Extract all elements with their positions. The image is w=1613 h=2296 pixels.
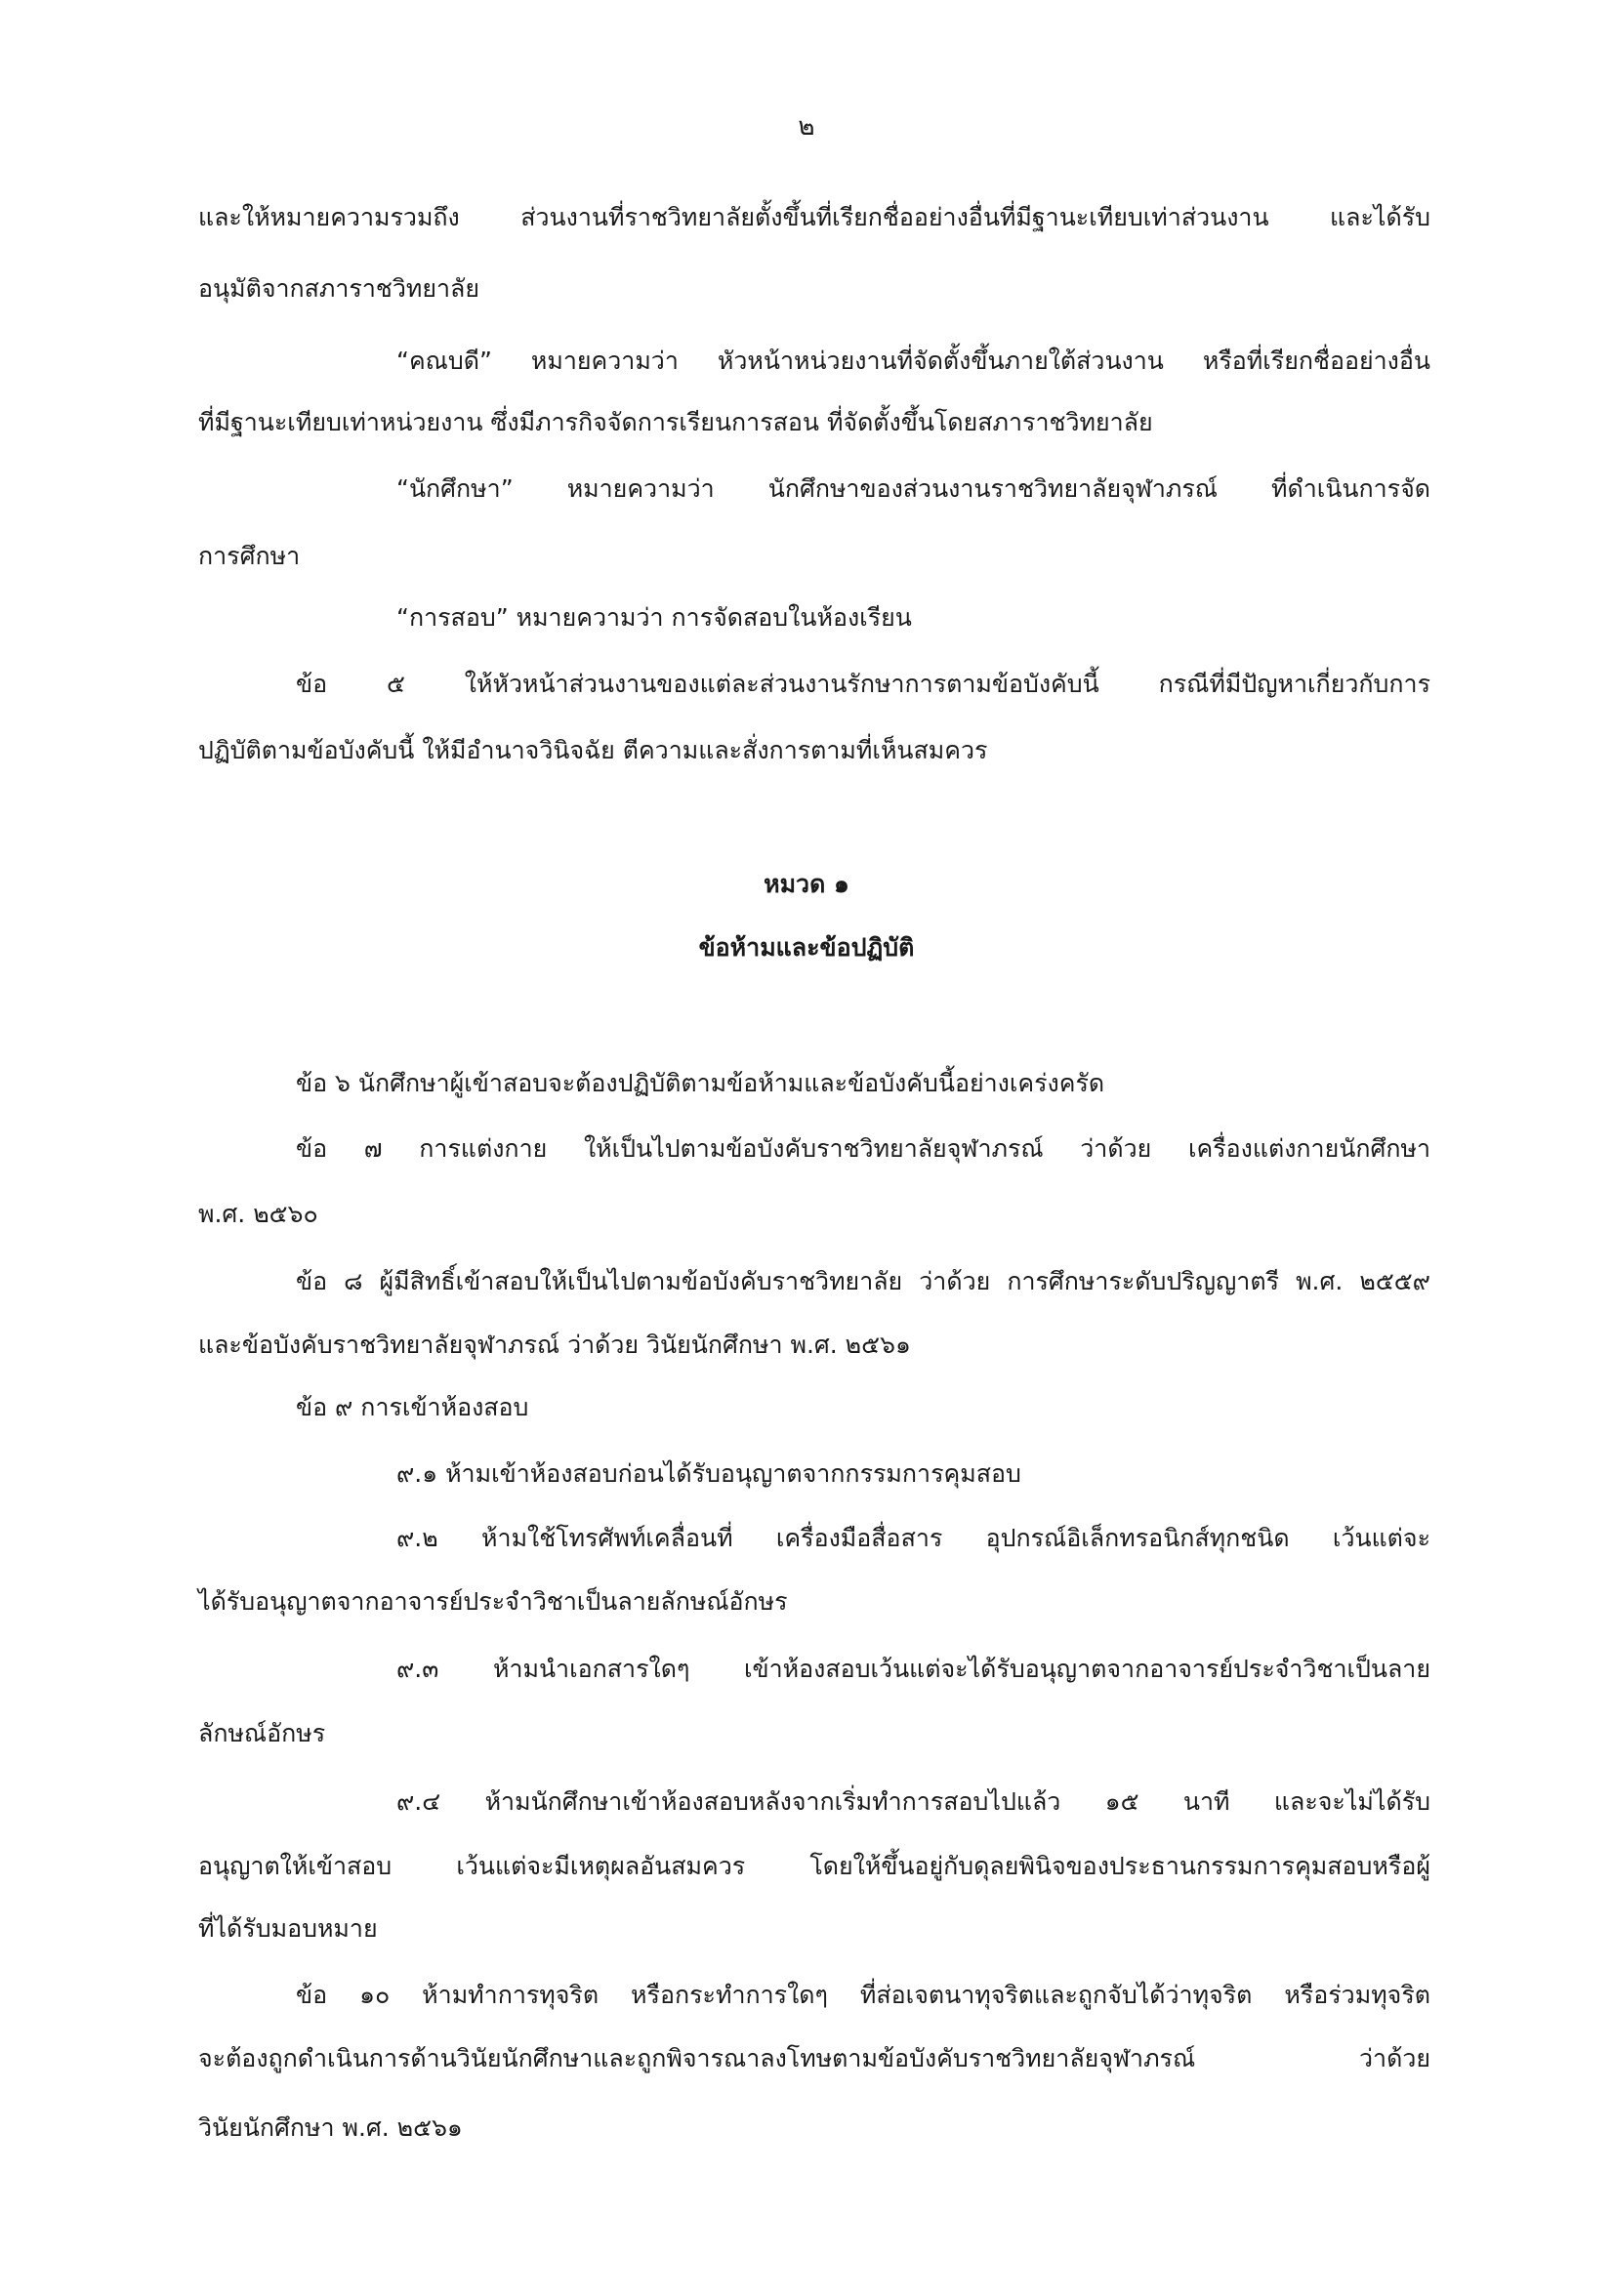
paragraph-line: “การสอบ” หมายความว่า การจัดสอบในห้องเรียน <box>396 603 912 632</box>
chapter-number: หมวด ๑ <box>764 870 849 898</box>
clause-line: ข้อ ๘ ผู้มีสิทธิ์เข้าสอบให้เป็นไปตามข้อบังคับราชวิทยาลัย ว่าด้วย การศึกษาระดับปริญญาตรี พ.ศ. ๒๕๕๙ <box>296 1267 1430 1295</box>
paragraph-line: ข้อ ๕ ให้หัวหน้าส่วนงานของแต่ละส่วนงานรักษาการตามข้อบังคับนี้ กรณีที่มีปัญหาเกี่ยวกับการ <box>296 670 1430 698</box>
clause-line: จะต้องถูกดำเนินการด้านวินัยนักศึกษาและถูกพิจารณาลงโทษตามข้อบังคับราชวิทยาลัยจุฬาภรณ์ ว่าด้วย <box>198 2044 1430 2072</box>
clause-line: ข้อ ๖ นักศึกษาผู้เข้าสอบจะต้องปฏิบัติตามข้อห้ามและข้อบังคับนี้อย่างเคร่งครัด <box>296 1069 1105 1097</box>
paragraph-line: “นักศึกษา” หมายความว่า นักศึกษาของส่วนงานราชวิทยาลัยจุฬาภรณ์ ที่ดำเนินการจัด <box>396 474 1430 503</box>
clause-line: และข้อบังคับราชวิทยาลัยจุฬาภรณ์ ว่าด้วย วินัยนักศึกษา พ.ศ. ๒๕๖๑ <box>198 1331 911 1359</box>
clause-line: ได้รับอนุญาตจากอาจารย์ประจำวิชาเป็นลายลักษณ์อักษร <box>198 1587 788 1616</box>
clause-line: ลักษณ์อักษร <box>198 1719 326 1747</box>
paragraph-line: ที่มีฐานะเทียบเท่าหน่วยงาน ซึ่งมีภารกิจจัดการเรียนการสอน ที่จัดตั้งขึ้นโดยสภาราชวิทยาลัย <box>198 408 1153 436</box>
clause-line: พ.ศ. ๒๕๖๐ <box>198 1200 318 1228</box>
paragraph-line: การศึกษา <box>198 542 301 570</box>
clause-line: ๙.๓ ห้ามนำเอกสารใดๆ เข้าห้องสอบเว้นแต่จะได้รับอนุญาตจากอาจารย์ประจำวิชาเป็นลาย <box>396 1655 1430 1683</box>
page-number: ๒ <box>798 112 815 142</box>
paragraph-line: และให้หมายความรวมถึง ส่วนงานที่ราชวิทยาลัยตั้งขึ้นที่เรียกชื่ออย่างอื่นที่มีฐานะเทียบเท่าส่วนงาน และได้รับ <box>198 203 1430 231</box>
clause-line: ๙.๑ ห้ามเข้าห้องสอบก่อนได้รับอนุญาตจากกรรมการคุมสอบ <box>396 1459 1021 1488</box>
clause-line: ๙.๒ ห้ามใช้โทรศัพท์เคลื่อนที่ เครื่องมือสื่อสาร อุปกรณ์อิเล็กทรอนิกส์ทุกชนิด เว้นแต่จะ <box>396 1524 1430 1552</box>
clause-line: อนุญาตให้เข้าสอบ เว้นแต่จะมีเหตุผลอันสมควร โดยให้ขึ้นอยู่กับดุลยพินิจของประธานกรรมการคุมสอบหรือผู้ <box>198 1852 1430 1880</box>
chapter-title: ข้อห้ามและข้อปฏิบัติ <box>698 933 915 962</box>
clause-line: ข้อ ๑๐ ห้ามทำการทุจริต หรือกระทำการใดๆ ที่ส่อเจตนาทุจริตและถูกจับได้ว่าทุจริต หรือร่วมทุจริต <box>296 1981 1430 2009</box>
clause-line: ข้อ ๗ การแต่งกาย ให้เป็นไปตามข้อบังคับราชวิทยาลัยจุฬาภรณ์ ว่าด้วย เครื่องแต่งกายนักศึกษา <box>296 1134 1430 1163</box>
clause-line: ๙.๔ ห้ามนักศึกษาเข้าห้องสอบหลังจากเริ่มทำการสอบไปแล้ว ๑๕ นาที และจะไม่ได้รับ <box>396 1787 1430 1816</box>
paragraph-line: อนุมัติจากสภาราชวิทยาลัย <box>198 274 480 303</box>
clause-line: วินัยนักศึกษา พ.ศ. ๒๕๖๑ <box>198 2113 463 2142</box>
paragraph-line: ปฏิบัติตามข้อบังคับนี้ ให้มีอำนาจวินิจฉัย ตีความและสั่งการตามที่เห็นสมควร <box>198 736 988 764</box>
paragraph-line: “คณบดี” หมายความว่า หัวหน้าหน่วยงานที่จัดตั้งขึ้นภายใต้ส่วนงาน หรือที่เรียกชื่ออย่างอื่น <box>396 347 1430 375</box>
clause-line: ข้อ ๙ การเข้าห้องสอบ <box>296 1393 529 1421</box>
clause-line: ที่ได้รับมอบหมาย <box>198 1914 378 1943</box>
